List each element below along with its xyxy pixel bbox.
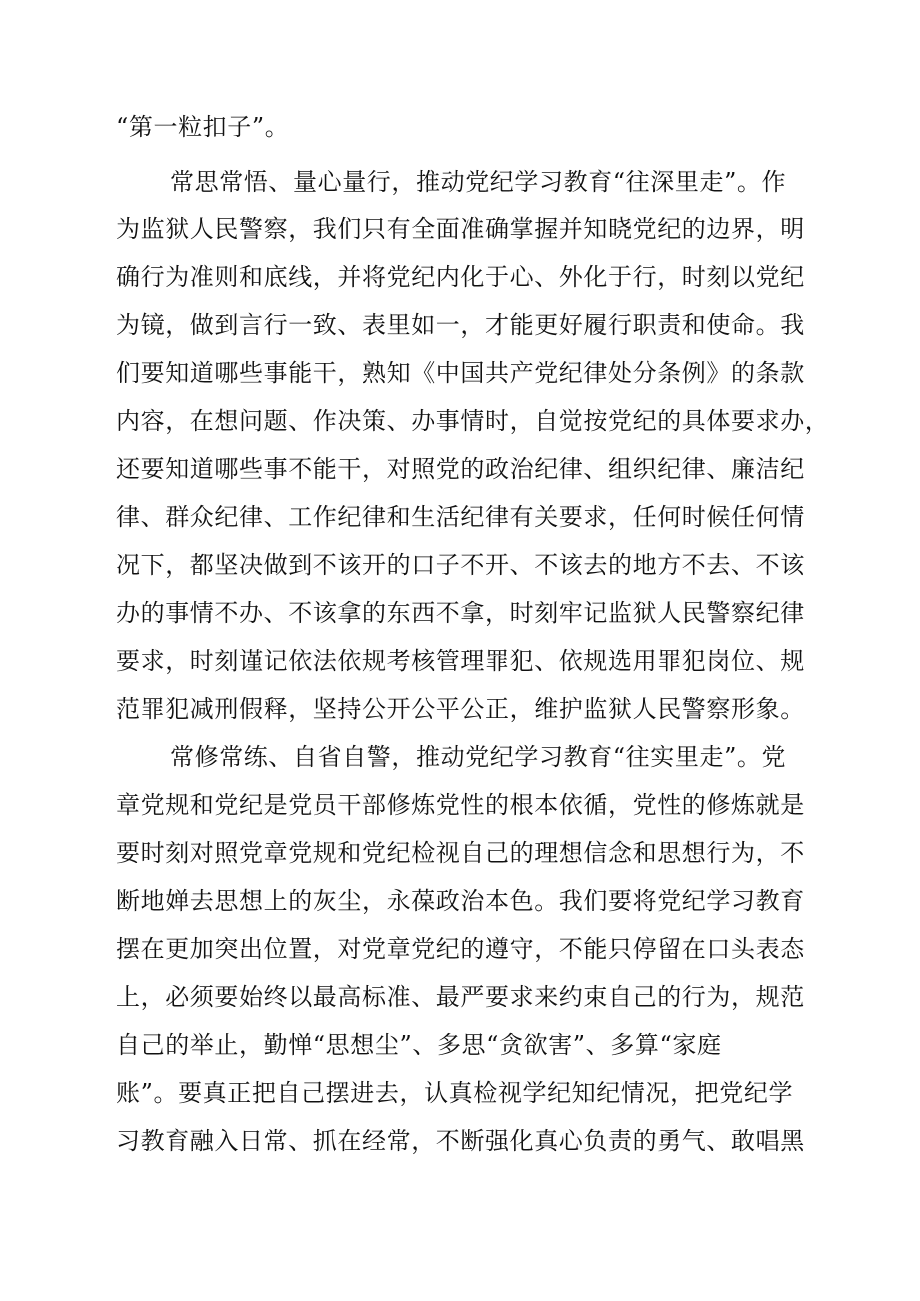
text-line-4: 确行为准则和底线，并将党纪内化于心、外化于行，时刻以党纪 <box>116 263 805 291</box>
text-line-19: 上，必须要始终以最高标准、最严要求来约束自己的行为，规范 <box>116 983 805 1011</box>
text-line-3: 为监狱人民警察，我们只有全面准确掌握并知晓党纪的边界，明 <box>116 215 805 243</box>
text-line-9: 律、群众纪律、工作纪律和生活纪律有关要求，任何时候任何情 <box>116 503 805 531</box>
text-line-16: 要时刻对照党章党规和党纪检视自己的理想信念和思想行为，不 <box>116 839 805 867</box>
paragraph-start-line: 常思常悟、量心量行，推动党纪学习教育“往深里走”。作 <box>170 168 787 196</box>
text-line-17: 断地婵去思想上的灰尘，永葆政治本色。我们要将党纪学习教育 <box>116 887 805 915</box>
text-line-15: 章党规和党纪是党员干部修炼党性的根本依循，党性的修炼就是 <box>116 791 805 819</box>
text-line-22: 习教育融入日常、抓在经常，不断强化真心负责的勇气、敢唱黑 <box>116 1127 805 1155</box>
text-line-12: 要求，时刻谨记依法依规考核管理罪犯、依规选用罪犯岗位、规 <box>116 647 805 675</box>
text-line-21: 账”。要真正把自己摆进去，认真检视学纪知纪情况，把党纪学 <box>116 1079 794 1107</box>
text-line-5: 为镜，做到言行一致、表里如一，才能更好履行职责和使命。我 <box>116 311 805 339</box>
text-line-20: 自己的举止，勤惮“思想尘”、多思“贪欲害”、多算“家庭 <box>116 1031 722 1059</box>
text-line-7: 内容，在想问题、作决策、办事情时，自觉按党纪的具体要求办， <box>116 407 830 435</box>
paragraph-start-line: 常修常练、自省自警，推动党纪学习教育“往实里走”。党 <box>170 743 787 771</box>
text-line-10: 况下，都坚决做到不该开的口子不开、不该去的地方不去、不该 <box>116 551 805 579</box>
text-line-1: “第一粒扣子”。 <box>116 113 290 141</box>
text-line-13: 范罪犯减刑假释，坚持公开公平公正，维护监狱人民警察形象。 <box>116 695 805 723</box>
text-line-8: 还要知道哪些事不能干，对照党的政治纪律、组织纪律、廉洁纪 <box>116 455 805 483</box>
text-line-11: 办的事情不办、不该拿的东西不拿，时刻牢记监狱人民警察纪律 <box>116 599 805 627</box>
text-line-6: 们要知道哪些事能干，熟知《中国共产党纪律处分条例》的条款 <box>116 359 805 387</box>
text-line-18: 摆在更加突出位置，对党章党纪的遵守，不能只停留在口头表态 <box>116 935 805 963</box>
